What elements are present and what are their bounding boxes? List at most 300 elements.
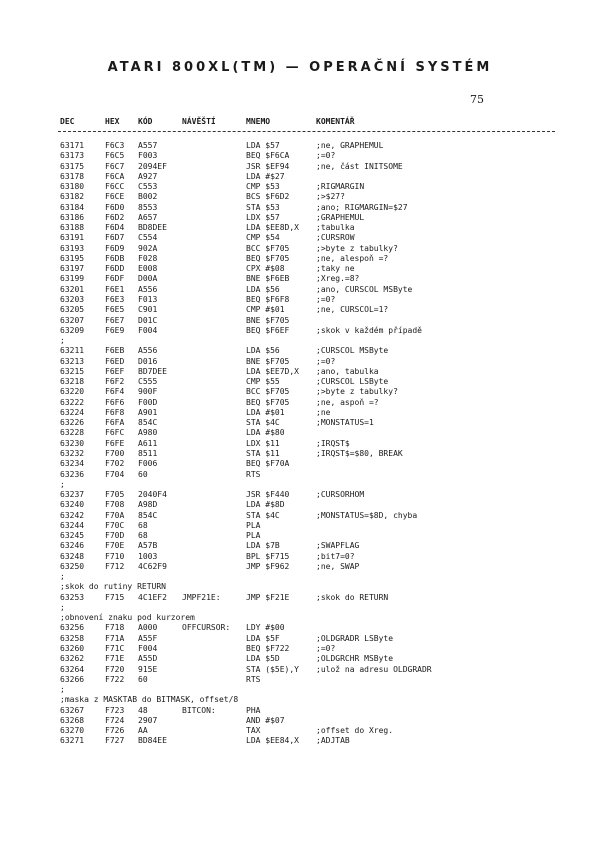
code-line: [0, 541, 600, 551]
opcode-cell: A000: [138, 623, 158, 633]
hex-cell: F6E5: [105, 305, 125, 315]
dec-cell: 63207: [60, 315, 85, 325]
opcode-cell: E008: [138, 264, 158, 274]
hex-cell: F6C7: [105, 161, 125, 171]
comment-cell: ;>byte z tabulky?: [316, 243, 398, 253]
dec-cell: 63264: [60, 664, 85, 674]
opcode-cell: F004: [138, 644, 158, 654]
mnemonic-cell: BNE $F705: [246, 356, 290, 366]
dec-cell: 63213: [60, 356, 85, 366]
hex-cell: F6C3: [105, 141, 125, 150]
section-comment: [0, 695, 600, 705]
label-cell: JMPF21E:: [182, 592, 221, 602]
hex-cell: F718: [105, 623, 125, 633]
mnemonic-cell: BNE $F6EB: [246, 274, 290, 284]
comment-cell: ;offset do Xreg.: [316, 726, 394, 736]
hex-cell: F70D: [105, 531, 125, 541]
code-line: [0, 285, 600, 295]
hex-cell: F6C5: [105, 151, 125, 161]
comment-cell: ;>$27?: [316, 192, 345, 202]
opcode-cell: 4C62F9: [138, 561, 167, 571]
mnemonic-cell: BCS $F6D2: [246, 192, 290, 202]
dec-cell: 63195: [60, 253, 85, 263]
mnemonic-cell: STA $4C: [246, 418, 280, 428]
opcode-cell: 902A: [138, 243, 158, 253]
dec-cell: 63245: [60, 531, 85, 541]
separator-line: [0, 685, 600, 695]
page-number: 75: [470, 93, 484, 106]
hex-cell: F6FE: [105, 438, 125, 448]
opcode-cell: BD7DEE: [138, 366, 167, 376]
code-line: [0, 736, 600, 746]
opcode-cell: BD84EE: [138, 736, 167, 746]
mnemonic-cell: BPL $F715: [246, 551, 290, 561]
dec-cell: 63186: [60, 212, 85, 222]
hex-cell: F720: [105, 664, 125, 674]
dec-cell: 63256: [60, 623, 85, 633]
mnemonic-cell: BCC $F705: [246, 387, 290, 397]
hex-cell: F705: [105, 490, 125, 500]
comment-cell: ;taky ne: [316, 264, 355, 274]
mnemonic-cell: STA $4C: [246, 510, 280, 520]
hex-cell: F6D9: [105, 243, 125, 253]
dec-cell: 63267: [60, 705, 85, 715]
hex-cell: F702: [105, 459, 125, 469]
mnemonic-cell: BEQ $F705: [246, 253, 290, 263]
hex-cell: F6DF: [105, 274, 125, 284]
hex-cell: F6ED: [105, 356, 125, 366]
separator-line: [0, 480, 600, 490]
comment-cell: ;skok v každém případě: [316, 325, 422, 335]
mnemonic-cell: LDX $57: [246, 212, 280, 222]
hex-cell: F6EF: [105, 366, 125, 376]
dec-cell: 63246: [60, 541, 85, 551]
mnemonic-cell: LDA #$80: [246, 428, 285, 438]
dec-cell: 63222: [60, 397, 85, 407]
code-line: [0, 192, 600, 202]
opcode-cell: F028: [138, 253, 158, 263]
opcode-cell: D01C: [138, 315, 158, 325]
column-dec: DEC: [60, 117, 75, 126]
mnemonic-cell: LDY #$00: [246, 623, 285, 633]
code-line: [0, 408, 600, 418]
opcode-cell: 8553: [138, 202, 158, 212]
label-cell: BITCON:: [182, 705, 216, 715]
code-line: [0, 162, 600, 172]
hex-cell: F715: [105, 592, 125, 602]
opcode-cell: A55D: [138, 654, 158, 664]
dec-cell: 63262: [60, 654, 85, 664]
comment-cell: ;=0?: [316, 356, 336, 366]
opcode-cell: A611: [138, 438, 158, 448]
dec-cell: 63193: [60, 243, 85, 253]
opcode-cell: A98D: [138, 500, 158, 510]
comment-cell: ;MONSTATUS=$8D, chyba: [316, 510, 418, 520]
code-line: [0, 623, 600, 633]
comment-cell: ;tabulka: [316, 223, 355, 233]
opcode-cell: F00D: [138, 397, 158, 407]
opcode-cell: 4C1EF2: [138, 592, 167, 602]
comment-cell: ;ne, GRAPHEMUL: [316, 141, 384, 150]
mnemonic-cell: LDX $11: [246, 438, 280, 448]
opcode-cell: A657: [138, 212, 158, 222]
dec-cell: 63260: [60, 644, 85, 654]
label-cell: OFFCURSOR:: [182, 623, 231, 633]
section-comment-text: ;maska z MASKTAB do BITMASK, offset/8: [60, 695, 239, 705]
column-label: NÁVĚŠTÍ: [182, 117, 216, 126]
code-line: [0, 449, 600, 459]
hex-cell: F6EB: [105, 346, 125, 356]
comment-cell: ;IRQST$=$80, BREAK: [316, 448, 403, 458]
comment-cell: ;ano, CURSCOL MSByte: [316, 284, 413, 294]
separator-line: [0, 572, 600, 582]
hex-cell: F6CA: [105, 171, 125, 181]
code-line: [0, 500, 600, 510]
comment-cell: ;ulož na adresu OLDGRADR: [316, 664, 432, 674]
code-line: [0, 346, 600, 356]
separator-line: [0, 336, 600, 346]
section-comment: [0, 582, 600, 592]
header-divider: [58, 131, 555, 132]
mnemonic-cell: BEQ $F705: [246, 397, 290, 407]
code-line: [0, 316, 600, 326]
opcode-cell: C901: [138, 305, 158, 315]
comment-cell: ;ADJTAB: [316, 736, 350, 746]
dec-cell: 63205: [60, 305, 85, 315]
comment-cell: ;ne, CURSCOL=1?: [316, 305, 389, 315]
dec-cell: 63248: [60, 551, 85, 561]
hex-cell: F6FA: [105, 418, 125, 428]
comment-cell: ;=0?: [316, 151, 336, 161]
mnemonic-cell: CPX #$08: [246, 264, 285, 274]
code-line: [0, 706, 600, 716]
mnemonic-cell: JMP $F21E: [246, 592, 290, 602]
hex-cell: F710: [105, 551, 125, 561]
hex-cell: F700: [105, 448, 125, 458]
mnemonic-cell: CMP #$01: [246, 305, 285, 315]
dec-cell: 63209: [60, 325, 85, 335]
opcode-cell: A556: [138, 346, 158, 356]
mnemonic-cell: STA $11: [246, 448, 280, 458]
dec-cell: 63232: [60, 448, 85, 458]
opcode-cell: F004: [138, 325, 158, 335]
mnemonic-cell: LDA $EE7D,X: [246, 366, 299, 376]
column-mnemo: MNEMO: [246, 117, 271, 126]
opcode-cell: 900F: [138, 387, 158, 397]
mnemonic-cell: CMP $53: [246, 182, 280, 192]
hex-cell: F70A: [105, 510, 125, 520]
opcode-cell: 60: [138, 674, 148, 684]
comment-cell: ;ne, SWAP: [316, 561, 360, 571]
dec-cell: 63197: [60, 264, 85, 274]
mnemonic-cell: TAX: [246, 726, 261, 736]
comment-cell: ;CURSCOL MSByte: [316, 346, 389, 356]
comment-cell: ;ne, aspoň =?: [316, 397, 379, 407]
dec-cell: 63220: [60, 387, 85, 397]
hex-cell: F6D4: [105, 223, 125, 233]
comment-cell: ;ano, tabulka: [316, 366, 379, 376]
comment-cell: ;>byte z tabulky?: [316, 387, 398, 397]
code-line: [0, 377, 600, 387]
mnemonic-cell: JMP $F962: [246, 561, 290, 571]
opcode-cell: D00A: [138, 274, 158, 284]
hex-cell: F727: [105, 736, 125, 746]
comment-cell: ;CURSCOL LSByte: [316, 377, 389, 387]
separator-text: ;: [60, 336, 65, 346]
mnemonic-cell: PLA: [246, 531, 261, 541]
dec-cell: 63237: [60, 490, 85, 500]
comment-cell: ;CURSORHOM: [316, 490, 365, 500]
mnemonic-cell: RTS: [246, 674, 261, 684]
dec-cell: 63178: [60, 171, 85, 181]
dec-cell: 63182: [60, 192, 85, 202]
code-line: [0, 490, 600, 500]
opcode-cell: C554: [138, 233, 158, 243]
dec-cell: 63258: [60, 633, 85, 643]
hex-cell: F6CE: [105, 192, 125, 202]
mnemonic-cell: BEQ $F722: [246, 644, 290, 654]
code-line: [0, 274, 600, 284]
opcode-cell: 60: [138, 469, 148, 479]
dec-cell: 63171: [60, 141, 85, 150]
mnemonic-cell: LDA $56: [246, 284, 280, 294]
code-line: [0, 151, 600, 161]
comment-cell: ;=0?: [316, 644, 336, 654]
hex-cell: F71A: [105, 633, 125, 643]
comment-cell: ;ne: [316, 407, 331, 417]
comment-cell: ;OLDGRCHR MSByte: [316, 654, 394, 664]
code-line: [0, 726, 600, 736]
hex-cell: F6F8: [105, 407, 125, 417]
dec-cell: 63242: [60, 510, 85, 520]
comment-cell: ;RIGMARGIN: [316, 182, 365, 192]
opcode-cell: A55F: [138, 633, 158, 643]
comment-cell: ;bit7=0?: [316, 551, 355, 561]
opcode-cell: C553: [138, 182, 158, 192]
hex-cell: F6D2: [105, 212, 125, 222]
hex-cell: F6CC: [105, 182, 125, 192]
hex-cell: F6F2: [105, 377, 125, 387]
mnemonic-cell: JSR $F440: [246, 490, 290, 500]
dec-cell: 63173: [60, 151, 85, 161]
opcode-cell: BD8DEE: [138, 223, 167, 233]
hex-cell: F6E9: [105, 325, 125, 335]
mnemonic-cell: LDA $56: [246, 346, 280, 356]
separator-text: ;: [60, 479, 65, 489]
mnemonic-cell: CMP $55: [246, 377, 280, 387]
hex-cell: F6D7: [105, 233, 125, 243]
hex-cell: F708: [105, 500, 125, 510]
code-line: [0, 511, 600, 521]
opcode-cell: 68: [138, 520, 148, 530]
opcode-cell: A927: [138, 171, 158, 181]
code-line: [0, 357, 600, 367]
comment-cell: ;=0?: [316, 294, 336, 304]
comment-cell: ;MONSTATUS=1: [316, 418, 374, 428]
dec-cell: 63244: [60, 520, 85, 530]
dec-cell: 63224: [60, 407, 85, 417]
comment-cell: ;ano; RIGMARGIN=$27: [316, 202, 408, 212]
dec-cell: 63215: [60, 366, 85, 376]
code-line: [0, 716, 600, 726]
code-line: [0, 428, 600, 438]
separator-text: ;: [60, 572, 65, 582]
code-line: [0, 203, 600, 213]
section-comment-text: ;obnovení znaku pod kurzorem: [60, 613, 195, 623]
mnemonic-cell: RTS: [246, 469, 261, 479]
separator-text: ;: [60, 602, 65, 612]
dec-cell: 63184: [60, 202, 85, 212]
opcode-cell: 854C: [138, 510, 158, 520]
dec-cell: 63228: [60, 428, 85, 438]
column-hex: HEX: [105, 117, 120, 126]
hex-cell: F6E3: [105, 294, 125, 304]
comment-cell: ;OLDGRADR LSByte: [316, 633, 394, 643]
mnemonic-cell: LDA $57: [246, 141, 280, 150]
code-line: [0, 521, 600, 531]
opcode-cell: D016: [138, 356, 158, 366]
dec-cell: 63191: [60, 233, 85, 243]
opcode-cell: C555: [138, 377, 158, 387]
code-line: [0, 223, 600, 233]
opcode-cell: 2094EF: [138, 161, 167, 171]
comment-cell: ;GRAPHEMUL: [316, 212, 365, 222]
hex-cell: F712: [105, 561, 125, 571]
dec-cell: 63199: [60, 274, 85, 284]
code-line: [0, 326, 600, 336]
hex-cell: F704: [105, 469, 125, 479]
opcode-cell: A901: [138, 407, 158, 417]
dec-cell: 63240: [60, 500, 85, 510]
opcode-cell: F013: [138, 294, 158, 304]
dec-cell: 63211: [60, 346, 85, 356]
opcode-cell: F006: [138, 459, 158, 469]
mnemonic-cell: PHA: [246, 705, 261, 715]
separator-text: ;: [60, 685, 65, 695]
column-comment: KOMENTÁŘ: [316, 117, 355, 126]
opcode-cell: 2040F4: [138, 490, 167, 500]
comment-cell: ;skok do RETURN: [316, 592, 389, 602]
hex-cell: F6E1: [105, 284, 125, 294]
code-line: [0, 398, 600, 408]
dec-cell: 63180: [60, 182, 85, 192]
hex-cell: F71C: [105, 644, 125, 654]
hex-cell: F722: [105, 674, 125, 684]
code-line: [0, 634, 600, 644]
code-line: [0, 305, 600, 315]
opcode-cell: 68: [138, 531, 148, 541]
hex-cell: F6DD: [105, 264, 125, 274]
code-line: [0, 244, 600, 254]
hex-cell: F723: [105, 705, 125, 715]
code-line: [0, 295, 600, 305]
code-line: [0, 172, 600, 182]
dec-cell: 63253: [60, 592, 85, 602]
mnemonic-cell: LDA $EE8D,X: [246, 223, 299, 233]
mnemonic-cell: LDA #$27: [246, 171, 285, 181]
code-line: [0, 552, 600, 562]
page-title: ATARI 800XL(TM) — OPERAČNÍ SYSTÉM: [107, 60, 493, 75]
comment-cell: ;ne, alespoň =?: [316, 253, 389, 263]
mnemonic-cell: PLA: [246, 520, 261, 530]
mnemonic-cell: LDA $EE84,X: [246, 736, 299, 746]
code-line: [0, 182, 600, 192]
code-listing: [0, 141, 600, 747]
mnemonic-cell: CMP $54: [246, 233, 280, 243]
opcode-cell: 915E: [138, 664, 158, 674]
code-line: [0, 665, 600, 675]
dec-cell: 63230: [60, 438, 85, 448]
opcode-cell: 2907: [138, 715, 158, 725]
opcode-cell: A980: [138, 428, 158, 438]
opcode-cell: 854C: [138, 418, 158, 428]
mnemonic-cell: LDA $7B: [246, 541, 280, 551]
code-line: [0, 254, 600, 264]
column-kod: KÓD: [138, 117, 153, 126]
opcode-cell: 48: [138, 705, 148, 715]
code-line: [0, 418, 600, 428]
code-line: [0, 213, 600, 223]
code-line: [0, 531, 600, 541]
dec-cell: 63270: [60, 726, 85, 736]
hex-cell: F71E: [105, 654, 125, 664]
hex-cell: F724: [105, 715, 125, 725]
comment-cell: ;IRQST$: [316, 438, 350, 448]
hex-cell: F6DB: [105, 253, 125, 263]
code-line: [0, 264, 600, 274]
mnemonic-cell: STA $53: [246, 202, 280, 212]
mnemonic-cell: BEQ $F6EF: [246, 325, 290, 335]
hex-cell: F6F6: [105, 397, 125, 407]
separator-line: [0, 603, 600, 613]
mnemonic-cell: LDA $5D: [246, 654, 280, 664]
hex-cell: F6D0: [105, 202, 125, 212]
mnemonic-cell: STA ($5E),Y: [246, 664, 299, 674]
code-line: [0, 470, 600, 480]
opcode-cell: A557: [138, 141, 158, 150]
opcode-cell: 1003: [138, 551, 158, 561]
code-line: [0, 387, 600, 397]
dec-cell: 63266: [60, 674, 85, 684]
section-comment-text: ;skok do rutiny RETURN: [60, 582, 166, 592]
dec-cell: 63218: [60, 377, 85, 387]
hex-cell: F6E7: [105, 315, 125, 325]
code-line: [0, 439, 600, 449]
opcode-cell: B002: [138, 192, 158, 202]
comment-cell: ;Xreg.=8?: [316, 274, 360, 284]
code-line: [0, 233, 600, 243]
code-line: [0, 367, 600, 377]
hex-cell: F726: [105, 726, 125, 736]
code-line: [0, 675, 600, 685]
dec-cell: 63201: [60, 284, 85, 294]
hex-cell: F6F4: [105, 387, 125, 397]
comment-cell: ;SWAPFLAG: [316, 541, 360, 551]
opcode-cell: A556: [138, 284, 158, 294]
mnemonic-cell: BCC $F705: [246, 243, 290, 253]
mnemonic-cell: BEQ $F6F8: [246, 294, 290, 304]
code-line: [0, 141, 600, 151]
column-header: [0, 117, 600, 129]
dec-cell: 63234: [60, 459, 85, 469]
opcode-cell: 8511: [138, 448, 158, 458]
dec-cell: 63236: [60, 469, 85, 479]
comment-cell: ;ne, část INITSOME: [316, 161, 403, 171]
mnemonic-cell: BEQ $F6CA: [246, 151, 290, 161]
section-comment: [0, 613, 600, 623]
code-line: [0, 562, 600, 572]
code-line: [0, 459, 600, 469]
